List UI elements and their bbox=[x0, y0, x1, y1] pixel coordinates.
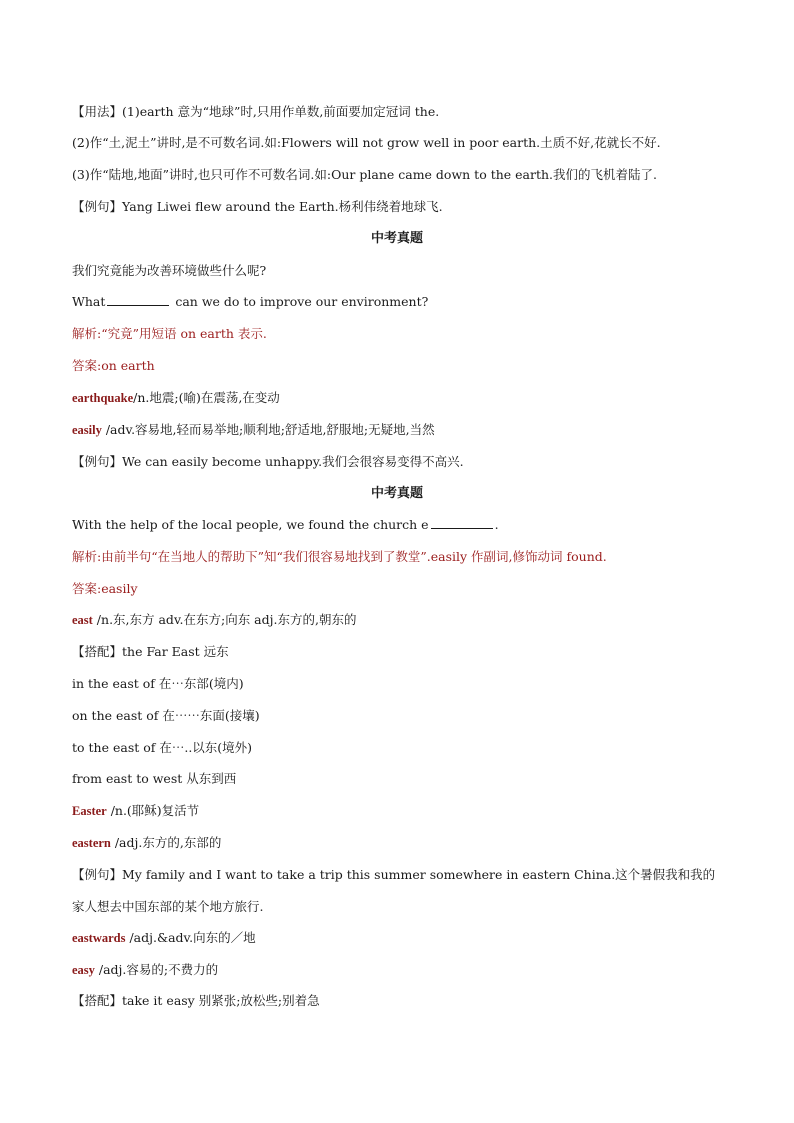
entry-easily bbox=[72, 417, 722, 443]
collocation-on-the-east-of: on the east of 在⋯⋯东面(接壤) bbox=[72, 708, 260, 723]
analysis-1: 解析:“究竟”用短语 on earth 表示. bbox=[72, 326, 267, 341]
headword-east: east bbox=[72, 613, 93, 627]
exam-heading-2: 中考真题 bbox=[370, 486, 423, 501]
exam-question-1-chinese: 我们究竟能为改善环境做些什么呢? bbox=[72, 263, 267, 278]
definition-earthquake: /n.地震;(喻)在震荡,在变动 bbox=[133, 390, 280, 405]
definition-east: /n.东,东方 adv.在东方;向东 adj.东方的,朝东的 bbox=[92, 612, 357, 627]
entry-east bbox=[72, 607, 722, 633]
answer-1: 答案:on earth bbox=[72, 358, 155, 373]
entry-earthquake bbox=[72, 385, 722, 411]
headword-eastern: eastern bbox=[72, 836, 111, 850]
entry-easy bbox=[72, 957, 722, 983]
definition-easter: /n.(耶稣)复活节 bbox=[106, 803, 200, 818]
definition-eastern: /adj.东方的,东部的 bbox=[110, 835, 222, 850]
analysis-2: 解析:由前半句“在当地人的帮助下”知“我们很容易地找到了教堂”.easily 作副词,修饰动词 found. bbox=[72, 549, 607, 564]
collocation-take-it-easy: 【搭配】take it easy 别紧张;放松些;别着急 bbox=[72, 993, 320, 1008]
exam-question-2 bbox=[72, 512, 722, 538]
answer-2: 答案:easily bbox=[72, 581, 138, 596]
usage-note-1: 【用法】(1)earth 意为“地球”时,只用作单数,前面要加定冠词 the. bbox=[72, 104, 440, 119]
headword-easter: Easter bbox=[72, 804, 107, 818]
usage-note-3: (3)作“陆地,地面”讲时,也只可作不可数名词.如:Our plane came down to the earth.我们的飞机着陆了. bbox=[72, 167, 657, 182]
entry-eastwards bbox=[72, 925, 722, 951]
exam-question-1 bbox=[72, 289, 722, 315]
example-sentence-eastern: 【例句】My family and I want to take a trip this summer somewhere in eastern China.这个暑假我和我的家人想去中国东部的某个地方旅行. bbox=[72, 867, 716, 914]
entry-easter bbox=[72, 798, 722, 824]
collocation-far-east: 【搭配】the Far East 远东 bbox=[72, 644, 229, 659]
collocation-east-to-west: from east to west 从东到西 bbox=[72, 771, 237, 786]
definition-easily: /adv.容易地,轻而易举地;顺利地;舒适地,舒服地;无疑地,当然 bbox=[101, 422, 435, 437]
headword-earthquake: earthquake bbox=[72, 391, 134, 405]
answer-blank-1 bbox=[107, 291, 169, 306]
definition-eastwards: /adj.&adv.向东的／地 bbox=[125, 930, 256, 945]
exam-heading-1: 中考真题 bbox=[370, 231, 423, 246]
headword-eastwards: eastwards bbox=[72, 931, 126, 945]
usage-note-2: (2)作“土,泥土”讲时,是不可数名词.如:Flowers will not grow well in poor earth.土质不好,花就长不好. bbox=[72, 135, 661, 150]
question-1-end: can we do to improve our environment? bbox=[171, 294, 429, 309]
question-1-start: What bbox=[72, 294, 106, 309]
headword-easy: easy bbox=[72, 963, 95, 977]
example-sentence-earth: 【例句】Yang Liwei flew around the Earth.杨利伟绕着地球飞. bbox=[72, 199, 443, 214]
definition-easy: /adj.容易的;不费力的 bbox=[94, 962, 219, 977]
question-2-end: . bbox=[494, 517, 499, 532]
collocation-to-the-east-of: to the east of 在⋯..以东(境外) bbox=[72, 740, 253, 755]
collocation-in-the-east-of: in the east of 在⋯东部(境内) bbox=[72, 676, 244, 691]
answer-blank-2 bbox=[431, 514, 493, 529]
headword-easily: easily bbox=[72, 423, 102, 437]
entry-eastern bbox=[72, 830, 722, 856]
question-2-start: With the help of the local people, we found the church e bbox=[72, 517, 429, 532]
example-sentence-easily: 【例句】We can easily become unhappy.我们会很容易变得不高兴. bbox=[72, 454, 464, 469]
